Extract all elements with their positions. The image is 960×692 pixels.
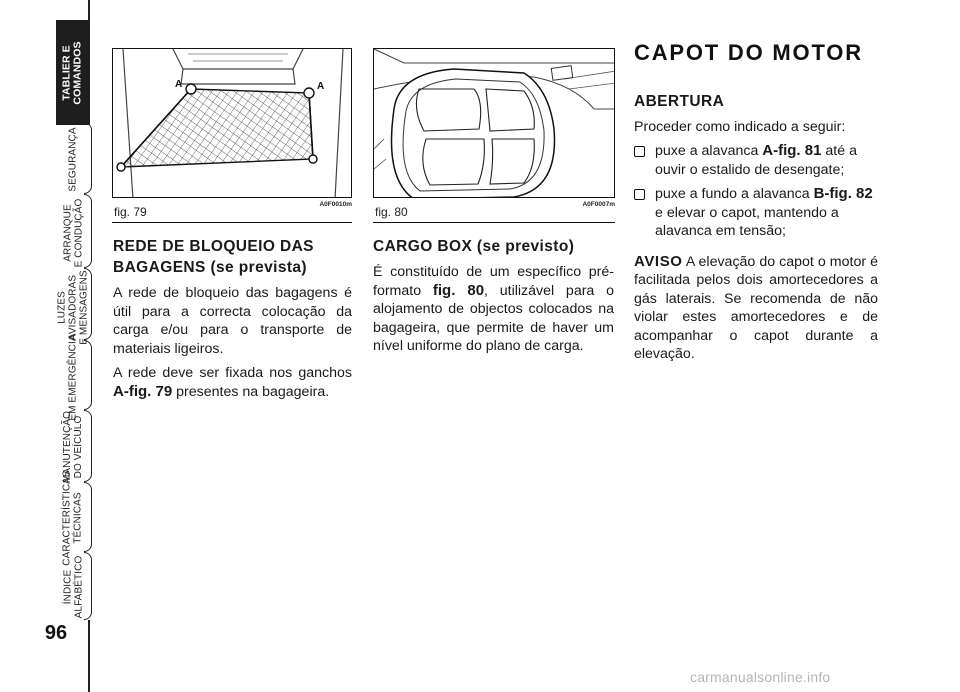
tab-label: ÍNDICE ALFABÉTICO	[62, 555, 84, 619]
luggage-net-drawing	[113, 49, 352, 198]
figure-reference[interactable]: B-fig. 82	[813, 185, 873, 202]
warning-text: A elevação do capot o motor é facilitada pelos dois amortecedores a gás laterais. Se recomenda de não violar estes amortecedores e de acompanhar o capot durante a elevação.	[634, 253, 878, 362]
cargo-box-drawing	[374, 49, 615, 198]
list-item	[634, 185, 878, 241]
luggage-net-section	[113, 236, 352, 407]
tab-label: EM EMERGÊNCIA	[67, 333, 79, 421]
tab-divider	[88, 0, 90, 20]
paragraph	[113, 364, 352, 401]
section-heading: ABERTURA	[634, 92, 725, 110]
paragraph: A rede de bloqueio das bagagens é útil para a correcta colocação da carga e/ou para o transporte de materiais ligeiros.	[113, 285, 352, 357]
list-item	[634, 142, 878, 179]
figure-rule	[112, 222, 352, 223]
tab-label: TABLIER E COMANDOS	[61, 40, 84, 105]
list-item-text: e elevar o capot, mantendo a alavanca em tensão;	[655, 204, 839, 239]
cargo-box-section	[373, 236, 614, 362]
section-tabs	[0, 0, 100, 692]
page-title: CAPOT DO MOTOR	[634, 40, 863, 65]
paragraph-text: presentes na bagageira.	[172, 383, 330, 400]
watermark: carmanualsonline.info	[690, 669, 831, 685]
checkbox-bullet-icon	[634, 146, 645, 157]
figure-caption: fig. 80	[375, 205, 408, 219]
figure-rule	[373, 222, 615, 223]
paragraph-text: , utilizável para o alojamento de objectos colocados na bagageira, que permite de haver um nível uniforme do plano de carga.	[373, 282, 614, 354]
figure-code: A0F0007m	[582, 201, 615, 208]
cargo-box-illustration	[373, 48, 615, 198]
section-heading: CARGO BOX (se previsto)	[373, 238, 575, 255]
figure-80	[373, 48, 615, 223]
paragraph-text: A rede deve ser fixada nos ganchos	[113, 365, 352, 381]
paragraph: Proceder como indicado a seguir:	[634, 118, 846, 135]
page-number: 96	[44, 622, 68, 644]
tab-label: SEGURANÇA	[67, 126, 79, 192]
figure-code: A0F0010m	[319, 201, 352, 208]
tab-tablier-e-comandos[interactable]	[56, 20, 90, 125]
tab-divider	[84, 482, 92, 552]
tab-divider	[84, 194, 92, 268]
engine-hood-section	[634, 40, 878, 370]
tab-label: CARACTERÍSTICAS TÉCNICAS	[62, 470, 84, 566]
list-item-text: até a ouvir o estalido de desengate;	[655, 143, 857, 178]
tab-divider	[84, 552, 92, 620]
figure-reference[interactable]: A-fig. 81	[762, 142, 822, 159]
figure-reference[interactable]: A-fig. 79	[113, 382, 173, 400]
svg-text:A: A	[175, 79, 183, 90]
tab-divider	[84, 122, 92, 194]
tab-divider	[84, 268, 92, 340]
paragraph-text: É constituído de um específico pré-formato	[373, 264, 614, 299]
warning-label: AVISO	[634, 252, 683, 270]
figure-reference[interactable]: fig. 80	[432, 281, 485, 299]
figure-79	[112, 48, 352, 223]
tab-divider	[88, 620, 90, 692]
tab-label: MANUTENÇÃO DO VEÍCULO	[62, 410, 84, 484]
svg-text:A: A	[317, 81, 325, 92]
luggage-net-illustration	[112, 48, 352, 198]
figure-caption: fig. 79	[114, 205, 147, 219]
list-item-text: puxe a fundo a alavanca	[655, 186, 814, 202]
tab-divider	[84, 340, 92, 410]
tab-divider	[84, 410, 92, 482]
warning-paragraph	[634, 253, 878, 364]
section-heading: REDE DE BLOQUEIO DAS BAGAGENS (se prevista)	[113, 238, 314, 276]
tab-label: ARRANQUE E CONDUÇÃO	[62, 198, 85, 268]
paragraph	[373, 263, 614, 356]
tab-label: LUZES AVISADORAS E MENSAGENS	[56, 269, 90, 345]
checkbox-bullet-icon	[634, 189, 645, 200]
list-item-text: puxe a alavanca	[655, 143, 763, 159]
